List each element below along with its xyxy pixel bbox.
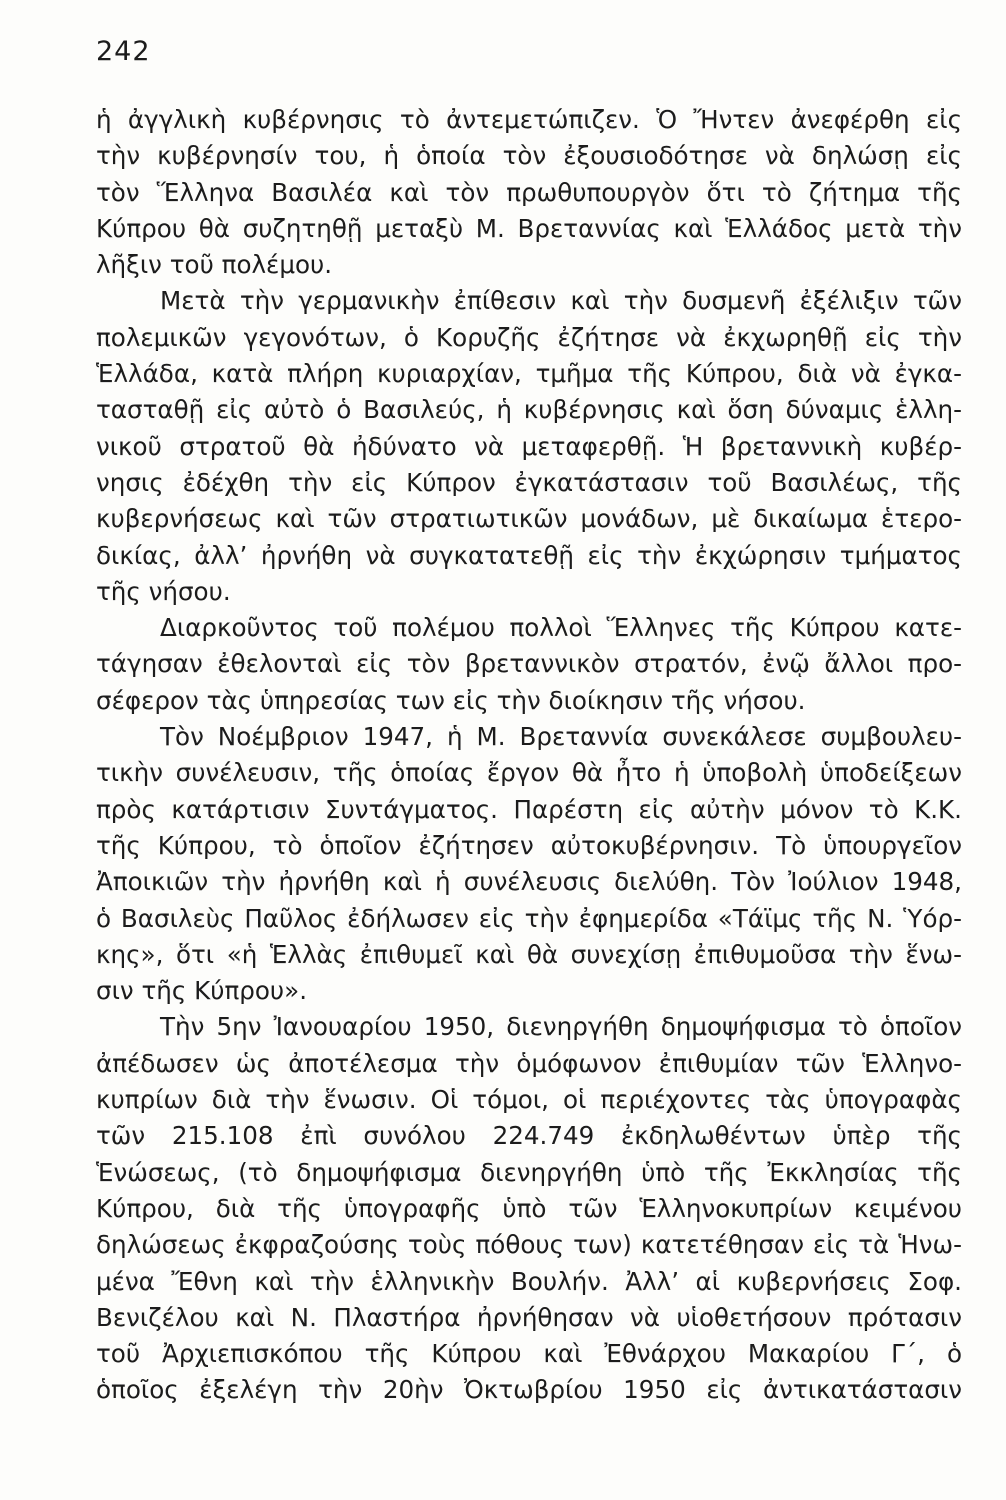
text-line: λῆξιν τοῦ πολέμου. [96,250,333,280]
text-line: ἀπέδωσεν ὡς ἀποτέλεσμα τὴν ὁμόφωνον ἐπιθυμίαν τῶν Ἑλληνο- [96,1048,962,1078]
text-line: τικὴν συνέλευσιν, τῆς ὁποίας ἔργον θὰ ἦτο ἡ ὑποβολὴ ὑποδείξεων [96,758,962,788]
text-line: Ἀποικιῶν τὴν ἠρνήθη καὶ ἡ συνέλευσις διελύθη. Τὸν Ἰούλιον 1948, [96,867,962,897]
text-line: τῆς νήσου. [96,576,231,606]
text-line: μένα Ἔθνη καὶ τὴν ἑλληνικὴν Βουλήν. Ἀλλ’ αἱ κυβερνήσεις Σοφ. [96,1266,962,1296]
text-line: σιν τῆς Κύπρου». [96,976,308,1006]
text-line: σέφερον τὰς ὑπηρεσίας των εἰς τὴν διοίκησιν τῆς νήσου. [96,685,806,715]
text-line: Κύπρου θὰ συζητηθῇ μεταξὺ Μ. Βρεταννίας καὶ Ἑλλάδος μετὰ τὴν [96,213,962,243]
text-line: νικοῦ στρατοῦ θὰ ἠδύνατο νὰ μεταφερθῇ. Ἡ βρεταννικὴ κυβέρ- [96,431,962,461]
text-line: Κύπρου, διὰ τῆς ὑπογραφῆς ὑπὸ τῶν Ἑλληνοκυπρίων κειμένου [96,1193,962,1223]
text-line: κυπρίων διὰ τὴν ἕνωσιν. Οἱ τόμοι, οἱ περιέχοντες τὰς ὑπογραφὰς [96,1085,962,1115]
text-line: νησις ἐδέχθη τὴν εἰς Κύπρον ἐγκατάστασιν τοῦ Βασιλέως, τῆς [96,467,962,497]
text-line: πολεμικῶν γεγονότων, ὁ Κορυζῆς ἐζήτησε νὰ ἐκχωρηθῇ εἰς τὴν [96,322,962,352]
text-line: Ἑλλάδα, κατὰ πλήρη κυριαρχίαν, τμῆμα τῆς Κύπρου, διὰ νὰ ἐγκα- [96,359,962,389]
text-line: δηλώσεως ἐκφραζούσης τοὺς πόθους των) κατετέθησαν εἰς τὰ Ἡνω- [96,1230,962,1260]
page-number: 242 [96,36,151,67]
text-line: Τὸν Νοέμβριον 1947, ἡ Μ. Βρεταννία συνεκάλεσε συμβουλευ- [160,722,962,752]
text-line: κης», ὅτι «ἡ Ἑλλὰς ἐπιθυμεῖ καὶ θὰ συνεχίσῃ ἐπιθυμοῦσα τὴν ἕνω- [96,939,962,969]
text-line: Τὴν 5ην Ἰανουαρίου 1950, διενηργήθη δημοψήφισμα τὸ ὁποῖον [160,1012,962,1042]
text-line: τῶν 215.108 ἐπὶ συνόλου 224.749 ἐκδηλωθέντων ὑπὲρ τῆς [96,1121,962,1151]
text-line: Μετὰ τὴν γερμανικὴν ἐπίθεσιν καὶ τὴν δυσμενῆ ἐξέλιξιν τῶν [160,286,962,316]
text-line: Διαρκοῦντος τοῦ πολέμου πολλοὶ Ἕλληνες τῆς Κύπρου κατε- [160,613,962,643]
text-line: ἡ ἀγγλικὴ κυβέρνησις τὸ ἀντεμετώπιζεν. Ὁ Ἤντεν ἀνεφέρθη εἰς [96,105,962,134]
text-line: πρὸς κατάρτισιν Συντάγματος. Παρέστη εἰς αὐτὴν μόνον τὸ Κ.Κ. [96,794,962,824]
text-line: Βενιζέλου καὶ Ν. Πλαστήρα ἠρνήθησαν νὰ υἱοθετήσουν πρότασιν [96,1302,962,1332]
text-line: τάγησαν ἐθελονταὶ εἰς τὸν βρεταννικὸν στρατόν, ἐνῷ ἄλλοι προ- [96,649,962,679]
text-line: Ἑνώσεως, (τὸ δημοψήφισμα διενηργήθη ὑπὸ τῆς Ἐκκλησίας τῆς [96,1157,962,1187]
text-line: ὁποῖος ἐξελέγη τὴν 20ὴν Ὀκτωβρίου 1950 εἰς ἀντικατάστασιν [96,1375,962,1405]
text-line: τασταθῇ εἰς αὐτὸ ὁ Βασιλεύς, ἡ κυβέρνησις καὶ ὅση δύναμις ἑλλη- [96,395,962,425]
text-line: τοῦ Ἀρχιεπισκόπου τῆς Κύπρου καὶ Ἐθνάρχου Μακαρίου Γ΄, ὁ [96,1339,962,1369]
body-text [96,102,962,1409]
text-line: δικίας, ἀλλ’ ἠρνήθη νὰ συγκατατεθῇ εἰς τὴν ἐκχώρησιν τμήματος [96,540,962,570]
text-line: τὴν κυβέρνησίν του, ἡ ὁποία τὸν ἐξουσιοδότησε νὰ δηλώσῃ εἰς [96,141,962,171]
text-line: κυβερνήσεως καὶ τῶν στρατιωτικῶν μονάδων, μὲ δικαίωμα ἑτερο- [96,504,962,534]
text-line: τὸν Ἕλληνα Βασιλέα καὶ τὸν πρωθυπουργὸν ὅτι τὸ ζήτημα τῆς [96,177,962,207]
text-line: τῆς Κύπρου, τὸ ὁποῖον ἐζήτησεν αὐτοκυβέρνησιν. Τὸ ὑπουργεῖον [96,830,962,860]
text-line: ὁ Βασιλεὺς Παῦλος ἐδήλωσεν εἰς τὴν ἐφημερίδα «Τάϊμς τῆς Ν. Ὑόρ- [96,903,962,933]
